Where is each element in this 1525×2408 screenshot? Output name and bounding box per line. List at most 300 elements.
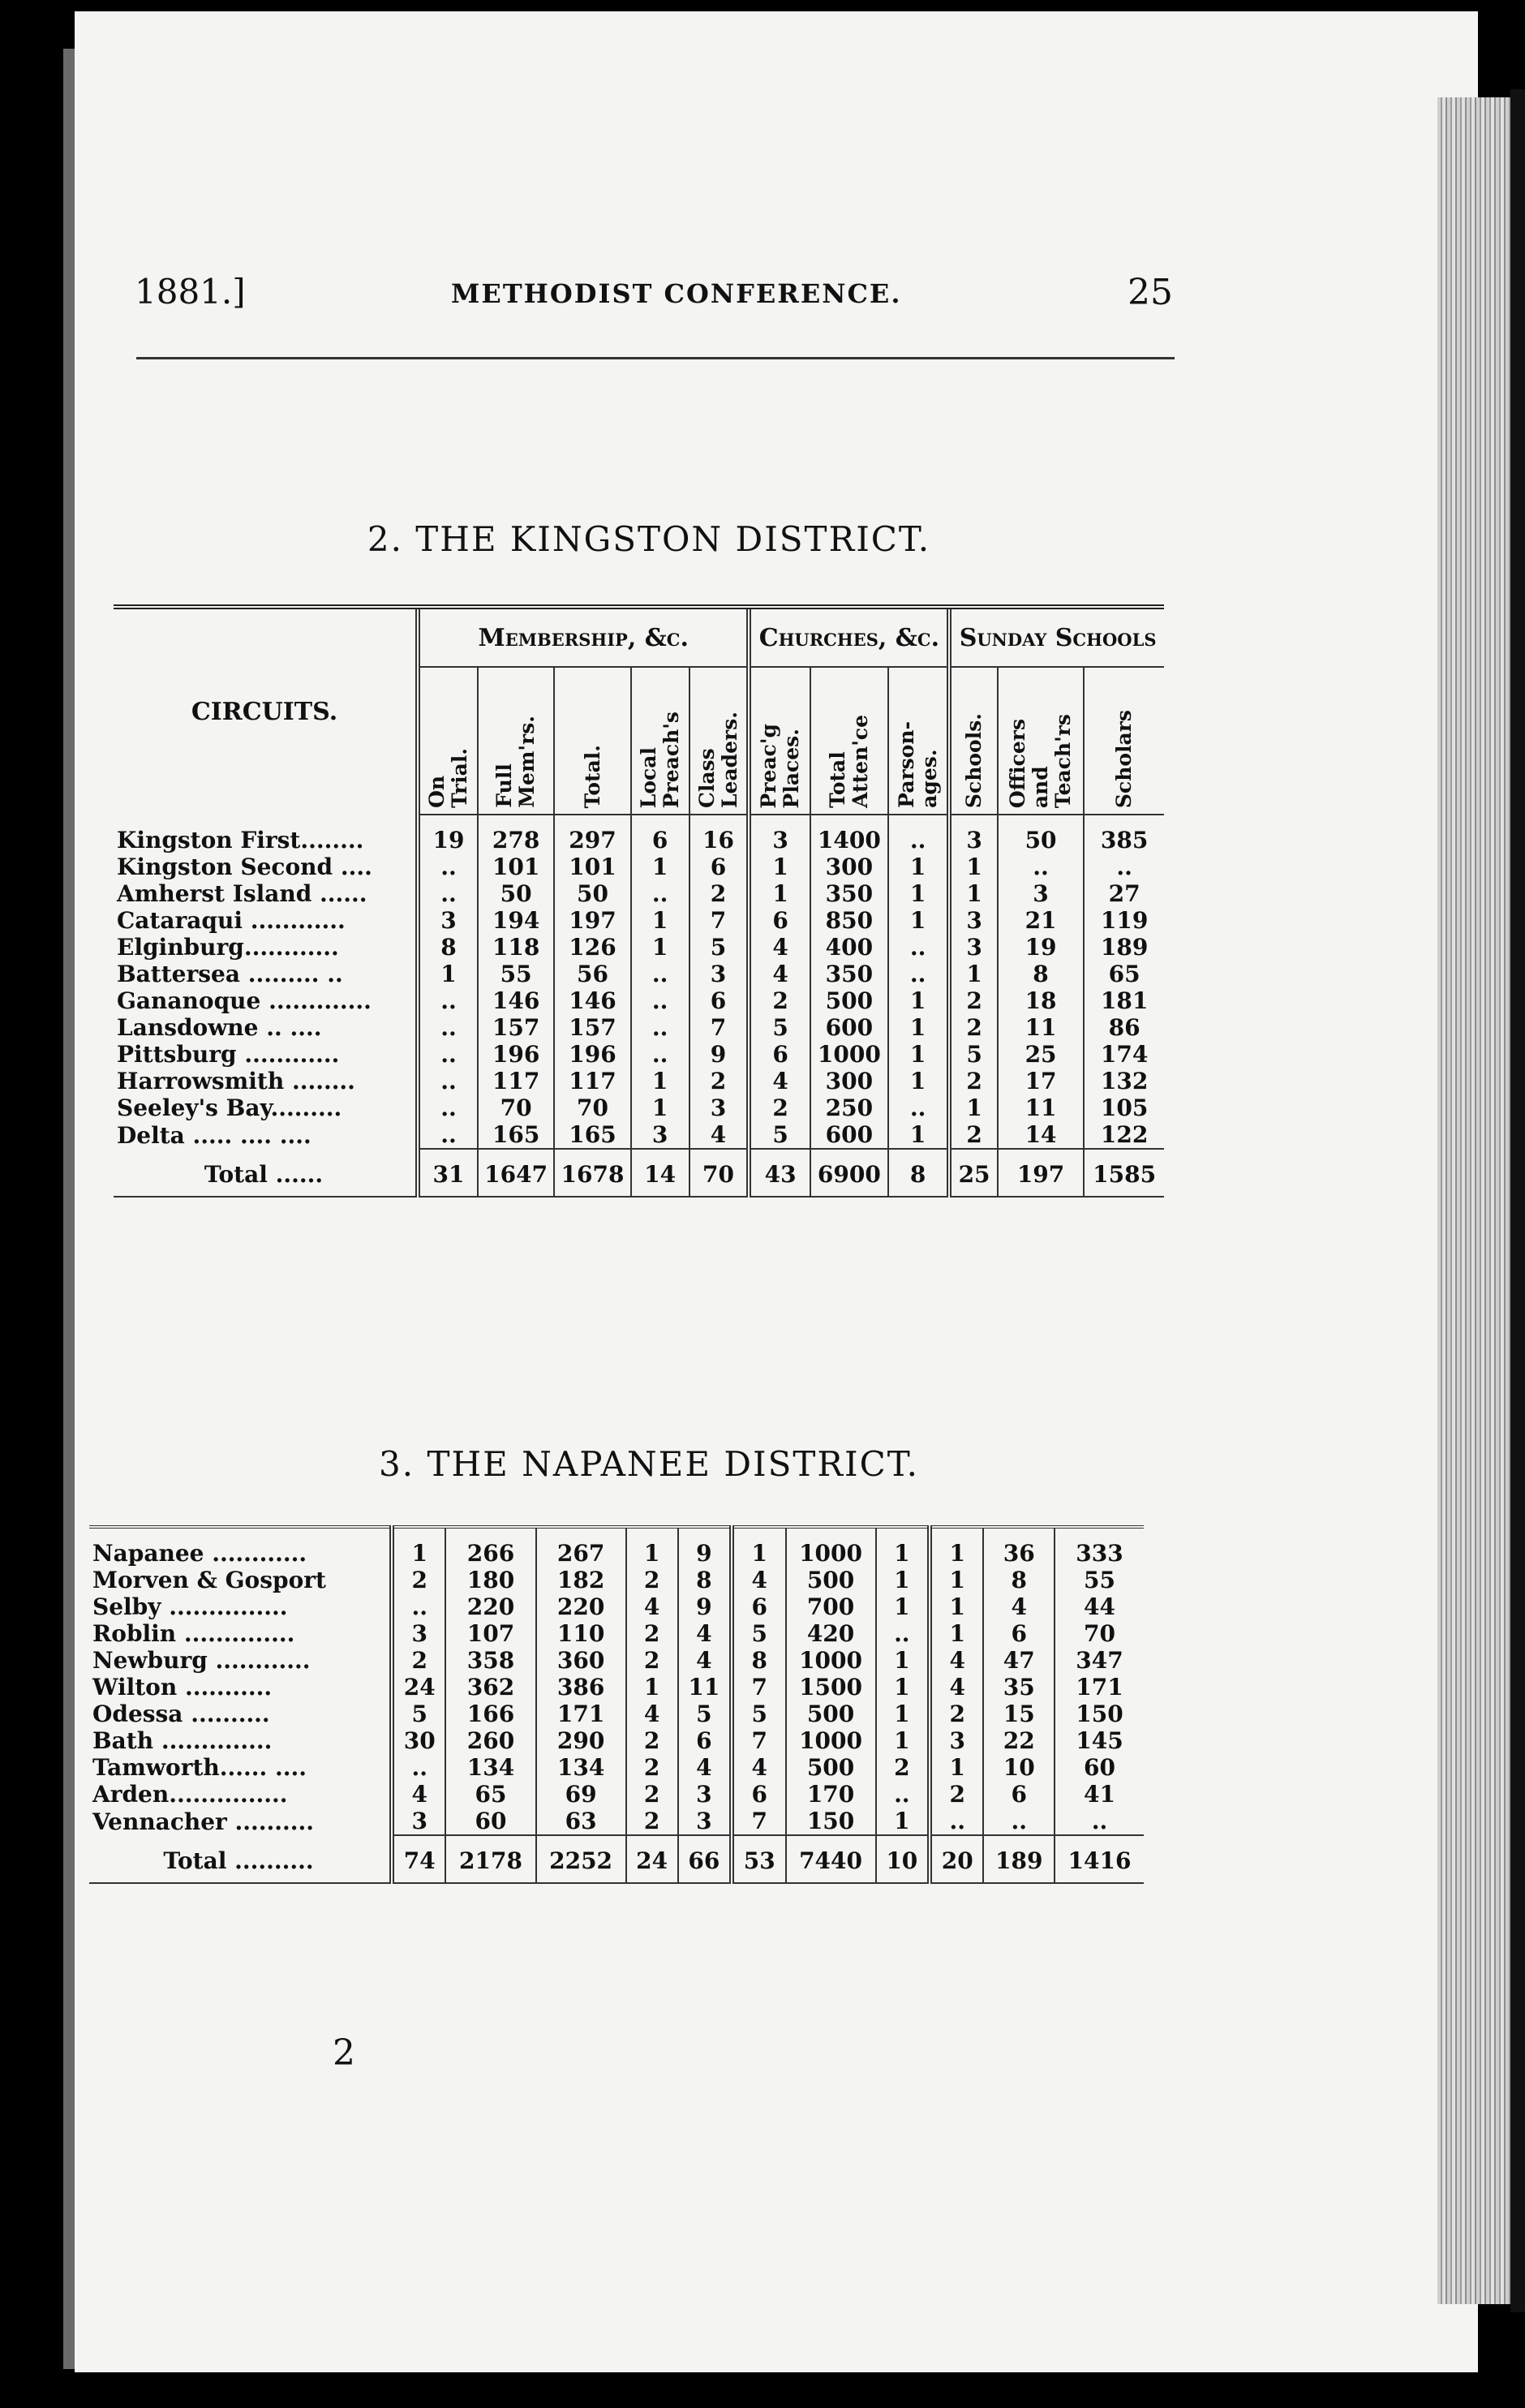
table-cell: 4 [749,961,810,987]
table-cell: 4 [678,1620,732,1647]
table-cell: 6900 [810,1149,888,1197]
table-cell: 6 [678,1727,732,1754]
table-cell: 290 [536,1727,626,1754]
table-cell: 6 [732,1593,785,1620]
table-cell: 1400 [810,815,888,854]
table-cell: 1000 [786,1727,876,1754]
table-cell: 197 [998,1149,1084,1197]
table-cell: 47 [983,1647,1055,1674]
col-preacg: Preac'g Places. [749,667,810,815]
table-cell: 180 [445,1567,535,1593]
table-cell: 1 [876,1527,930,1567]
table-cell: 2 [626,1620,678,1647]
table-cell: .. [888,815,949,854]
table-cell: 7 [732,1808,785,1835]
table-cell: 107 [445,1620,535,1647]
circuit-name: Roblin .............. [92,1620,295,1647]
table-cell: 7 [732,1674,785,1701]
circuit-name: Morven & Gosport [92,1567,326,1593]
table-cell: 70 [1055,1620,1144,1647]
table-cell: .. [930,1808,983,1835]
table-cell: 7 [689,1014,750,1041]
table-cell: 850 [810,907,888,934]
table-cell: 35 [983,1674,1055,1701]
table-cell: 278 [478,815,554,854]
circuit-name: Tamworth...... .... [92,1754,307,1781]
table-cell: 2 [689,1068,750,1094]
signature-mark: 2 [333,2032,355,2074]
table-cell: 5 [949,1041,998,1068]
table-cell: 69 [536,1781,626,1808]
table-cell: .. [392,1754,445,1781]
table-cell: 1 [631,934,689,961]
table-cell: 3 [678,1781,732,1808]
circuit-name: Total ...... [114,1149,418,1197]
table-cell: 1585 [1084,1149,1164,1197]
table-cell: 362 [445,1674,535,1701]
col-atten: Total Atten'ce [810,667,888,815]
header-year: 1881.] [135,272,246,312]
table-cell: 1 [876,1808,930,1835]
table-cell: 3 [930,1727,983,1754]
table-cell: 260 [445,1727,535,1754]
table-cell: 55 [1055,1567,1144,1593]
circuit-name: Selby ............... [92,1593,288,1620]
circuit-name: Vennacher .......... [92,1808,315,1835]
napanee-title: 3. THE NAPANEE DISTRICT. [379,1444,919,1484]
napanee-rows [89,1527,1144,1883]
table-cell: 600 [810,1121,888,1149]
table-cell: 50 [998,815,1084,854]
circuit-name: Lansdowne .. .... [117,1014,322,1041]
table-cell: 18 [998,987,1084,1014]
table-cell: 3 [418,907,478,934]
table-cell: 2 [626,1808,678,1835]
circuit-name: Kingston First........ [117,826,364,854]
table-cell: 4 [626,1593,678,1620]
table-cell: .. [631,987,689,1014]
table-cell: 132 [1084,1068,1164,1094]
table-cell: 1 [888,907,949,934]
table-cell: 358 [445,1647,535,1674]
table-cell: 5 [749,1014,810,1041]
table-cell: 600 [810,1014,888,1041]
page-edge-shadow [1510,89,1525,2312]
circuit-name: Pittsburg ............ [117,1041,340,1068]
table-cell: 15 [983,1701,1055,1727]
table-cell: 2178 [445,1835,535,1883]
table-cell: 297 [554,815,630,854]
table-cell: 4 [930,1674,983,1701]
table-cell: .. [998,854,1084,880]
table-cell: 4 [678,1647,732,1674]
col-total: Total. [554,667,630,815]
table-cell: 2 [689,880,750,907]
table-cell: 101 [478,854,554,880]
table-cell: 3 [949,815,998,854]
table-cell: 117 [554,1068,630,1094]
table-row [114,1121,1164,1149]
table-cell: 1 [732,1527,785,1567]
table-cell: 165 [478,1121,554,1149]
table-cell: 20 [930,1835,983,1883]
table-cell: 386 [536,1674,626,1701]
table-cell: 2 [749,987,810,1014]
table-cell: 25 [949,1149,998,1197]
total-row [89,1835,1144,1883]
table-cell: 400 [810,934,888,961]
table-cell: 6 [983,1620,1055,1647]
table-cell: .. [418,1068,478,1094]
table-cell: 1 [876,1701,930,1727]
table-cell: 36 [983,1527,1055,1567]
table-cell: 220 [536,1593,626,1620]
table-cell: 4 [678,1754,732,1781]
table-cell: 1 [930,1593,983,1620]
churches-group: Churches, &c. [749,607,949,667]
col-scholars: Scholars [1084,667,1164,815]
table-cell: 126 [554,934,630,961]
table-cell: 157 [554,1014,630,1041]
table-cell: 8 [998,961,1084,987]
table-cell: 1000 [786,1647,876,1674]
table-cell: 60 [1055,1754,1144,1781]
table-row [89,1781,1144,1808]
table-cell: 1 [876,1674,930,1701]
table-cell: 63 [536,1808,626,1835]
table-cell: 8 [678,1567,732,1593]
table-cell: 196 [554,1041,630,1068]
table-cell: .. [983,1808,1055,1835]
table-cell: 170 [786,1781,876,1808]
table-cell: 9 [689,1041,750,1068]
table-row [89,1567,1144,1593]
table-row [89,1808,1144,1835]
circuit-name: Gananoque ............. [117,987,372,1014]
table-cell: 1500 [786,1674,876,1701]
table-cell: 1000 [786,1527,876,1567]
table-cell: 2 [392,1567,445,1593]
sunday-group: Sunday Schools [949,607,1164,667]
table-cell: 6 [732,1781,785,1808]
table-cell: 8 [732,1647,785,1674]
table-cell: 5 [678,1701,732,1727]
table-cell: 181 [1084,987,1164,1014]
circuit-name: Seeley's Bay......... [117,1094,342,1121]
table-cell: 189 [983,1835,1055,1883]
table-cell: 2 [626,1647,678,1674]
circuit-name: Arden............... [92,1781,288,1808]
table-cell: 700 [786,1593,876,1620]
header-rule [136,357,1175,359]
table-row [89,1527,1144,1567]
table-cell: 250 [810,1094,888,1121]
table-cell: 174 [1084,1041,1164,1068]
table-cell: 1 [949,880,998,907]
table-cell: 5 [732,1620,785,1647]
table-cell: 1 [626,1674,678,1701]
table-cell: 16 [689,815,750,854]
table-cell: 350 [810,961,888,987]
table-cell: 2 [930,1701,983,1727]
circuit-name: Total .......... [89,1835,392,1883]
table-cell: 3 [689,961,750,987]
table-cell: 24 [626,1835,678,1883]
table-cell: 14 [998,1121,1084,1149]
table-cell: 6 [749,907,810,934]
table-row [114,987,1164,1014]
table-cell: 110 [536,1620,626,1647]
table-cell: 122 [1084,1121,1164,1149]
table-cell: 19 [998,934,1084,961]
table-row [114,880,1164,907]
table-cell: 74 [392,1835,445,1883]
table-cell: 266 [445,1527,535,1567]
kingston-title: 2. THE KINGSTON DISTRICT. [367,519,931,559]
table-cell: 500 [810,987,888,1014]
col-local: Local Preach's [631,667,689,815]
table-cell: .. [631,1014,689,1041]
table-cell: 10 [983,1754,1055,1781]
table-cell: 3 [631,1121,689,1149]
table-cell: 1647 [478,1149,554,1197]
table-cell: 4 [689,1121,750,1149]
table-cell: 65 [1084,961,1164,987]
table-cell: .. [876,1781,930,1808]
col-schools: Schools. [949,667,998,815]
membership-group: Membership, &c. [418,607,749,667]
table-cell: 4 [749,1068,810,1094]
table-row [89,1647,1144,1674]
table-cell: 3 [392,1620,445,1647]
table-cell: 2 [626,1727,678,1754]
table-cell: 347 [1055,1647,1144,1674]
table-cell: 146 [478,987,554,1014]
table-row [114,934,1164,961]
table-cell: 4 [749,934,810,961]
table-row [89,1593,1144,1620]
table-cell: 2 [392,1647,445,1674]
table-cell: .. [1055,1808,1144,1835]
total-row [114,1149,1164,1197]
table-cell: 86 [1084,1014,1164,1041]
table-cell: 25 [998,1041,1084,1068]
table-cell: 11 [998,1094,1084,1121]
table-cell: 1 [631,1068,689,1094]
table-cell: 1 [631,854,689,880]
table-row [89,1727,1144,1754]
table-cell: 150 [1055,1701,1144,1727]
table-cell: 14 [631,1149,689,1197]
col-full: Full Mem'rs. [478,667,554,815]
table-row [114,961,1164,987]
table-cell: .. [876,1620,930,1647]
circuit-name: Cataraqui ............ [117,907,346,934]
table-cell: 1 [749,880,810,907]
table-row [114,1094,1164,1121]
table-cell: .. [418,1041,478,1068]
table-cell: 1 [930,1527,983,1567]
table-cell: 4 [392,1781,445,1808]
table-cell: 50 [478,880,554,907]
table-cell: .. [1084,854,1164,880]
table-cell: 70 [554,1094,630,1121]
table-cell: 4 [930,1647,983,1674]
table-cell: 165 [554,1121,630,1149]
table-cell: 41 [1055,1781,1144,1808]
col-class: Class Leaders. [689,667,750,815]
table-row [89,1701,1144,1727]
table-cell: .. [631,880,689,907]
table-cell: 11 [678,1674,732,1701]
kingston-rows [114,815,1164,1197]
table-cell: 50 [554,880,630,907]
table-cell: .. [418,880,478,907]
table-cell: 55 [478,961,554,987]
table-cell: 3 [998,880,1084,907]
table-row [114,1014,1164,1041]
table-cell: 3 [949,907,998,934]
table-cell: 189 [1084,934,1164,961]
table-row [114,907,1164,934]
table-cell: 119 [1084,907,1164,934]
table-cell: .. [418,1094,478,1121]
circuit-name: Amherst Island ...... [117,880,367,907]
table-row [114,1041,1164,1068]
page-edges [1437,97,1512,2304]
table-cell: 300 [810,854,888,880]
table-cell: 2 [949,1014,998,1041]
table-cell: 5 [749,1121,810,1149]
table-cell: 166 [445,1701,535,1727]
table-cell: 145 [1055,1727,1144,1754]
table-cell: 5 [732,1701,785,1727]
table-cell: 1 [930,1567,983,1593]
table-cell: 8 [888,1149,949,1197]
table-cell: 6 [749,1041,810,1068]
table-cell: 2 [749,1094,810,1121]
table-cell: 1 [949,961,998,987]
table-cell: 1 [888,854,949,880]
table-cell: .. [888,934,949,961]
table-cell: 30 [392,1727,445,1754]
napanee-table [89,1525,1144,1884]
table-cell: 17 [998,1068,1084,1094]
table-cell: 2 [626,1567,678,1593]
table-cell: 1 [888,1068,949,1094]
table-cell: 66 [678,1835,732,1883]
table-cell: .. [631,961,689,987]
table-cell: 1 [626,1527,678,1567]
table-cell: .. [418,987,478,1014]
table-cell: 3 [749,815,810,854]
table-cell: 197 [554,907,630,934]
table-cell: 6 [983,1781,1055,1808]
running-header [135,272,1173,329]
table-cell: 2 [626,1781,678,1808]
table-cell: .. [888,961,949,987]
table-cell: 1 [888,880,949,907]
table-cell: 1 [888,1121,949,1149]
table-cell: 9 [678,1593,732,1620]
table-cell: 70 [478,1094,554,1121]
table-row [114,854,1164,880]
table-cell: 10 [876,1835,930,1883]
table-cell: 134 [445,1754,535,1781]
table-cell: 118 [478,934,554,961]
table-cell: 333 [1055,1527,1144,1567]
table-cell: 5 [392,1701,445,1727]
table-cell: 101 [554,854,630,880]
table-cell: 420 [786,1620,876,1647]
table-row [89,1620,1144,1647]
circuit-name: Delta ..... .... .... [117,1121,311,1149]
table-cell: 2 [949,1068,998,1094]
table-cell: 2 [876,1754,930,1781]
table-cell: 500 [786,1567,876,1593]
circuit-name: Newburg ............ [92,1647,311,1674]
table-cell: 196 [478,1041,554,1068]
table-cell: 56 [554,961,630,987]
table-cell: 60 [445,1808,535,1835]
table-cell: 350 [810,880,888,907]
circuit-name: Napanee ............ [92,1540,307,1567]
table-cell: 300 [810,1068,888,1094]
col-parson: Parson- ages. [888,667,949,815]
table-cell: 7 [689,907,750,934]
table-cell: 117 [478,1068,554,1094]
kingston-table [114,604,1164,1198]
table-cell: 1416 [1055,1835,1144,1883]
table-cell: 171 [536,1701,626,1727]
table-cell: 1 [930,1620,983,1647]
table-cell: 1 [876,1567,930,1593]
table-cell: 21 [998,907,1084,934]
table-cell: 3 [678,1808,732,1835]
table-cell: 2252 [536,1835,626,1883]
table-cell: 53 [732,1835,785,1883]
table-cell: .. [392,1593,445,1620]
spine-strip [63,49,75,2369]
table-cell: 7440 [786,1835,876,1883]
table-cell: 150 [786,1808,876,1835]
table-cell: 7 [732,1727,785,1754]
table-cell: 44 [1055,1593,1144,1620]
table-cell: 146 [554,987,630,1014]
table-cell: 157 [478,1014,554,1041]
table-cell: 22 [983,1727,1055,1754]
table-cell: 24 [392,1674,445,1701]
table-cell: 5 [689,934,750,961]
table-cell: 6 [689,854,750,880]
table-cell: 2 [930,1781,983,1808]
circuit-name: Battersea ......... .. [117,961,343,987]
table-cell: 1 [930,1754,983,1781]
table-row [89,1674,1144,1701]
table-cell: 8 [983,1567,1055,1593]
table-cell: 43 [749,1149,810,1197]
table-cell: 3 [392,1808,445,1835]
header-title: METHODIST CONFERENCE. [451,278,902,309]
table-cell: 70 [689,1149,750,1197]
table-cell: 4 [732,1567,785,1593]
table-cell: 4 [732,1754,785,1781]
circuit-name: Harrowsmith ........ [117,1068,355,1094]
table-cell: 6 [631,815,689,854]
table-cell: 1 [949,1094,998,1121]
table-cell: 267 [536,1527,626,1567]
table-cell: 171 [1055,1674,1144,1701]
